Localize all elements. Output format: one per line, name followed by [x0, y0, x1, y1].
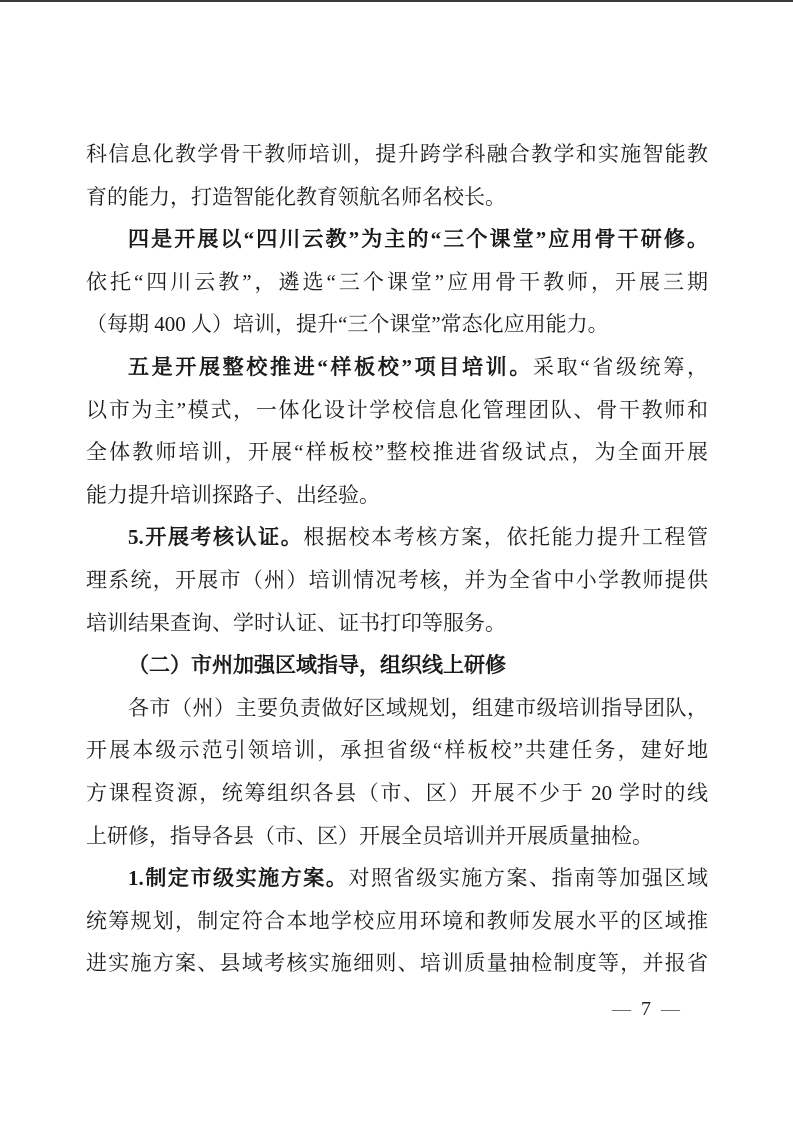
text-segment: 依托“四川云教”，遴选“三个课堂”应用骨干教师，开展三期	[86, 269, 708, 294]
text-line	[86, 857, 708, 900]
text-segment: 方课程资源，统筹组织各县（市、区）开展不少于 20 学时的线	[86, 780, 708, 805]
text-segment: （每期 400 人）培训，提升“三个课堂”常态化应用能力。	[86, 312, 609, 337]
text-segment: 进实施方案、县域考核实施细则、培训质量抽检制度等，并报省	[86, 951, 708, 976]
page-number: 7	[641, 998, 652, 1020]
scan-artifact-line	[0, 0, 793, 2]
bold-text-segment: 5.开展考核认证。	[128, 525, 304, 550]
text-line	[86, 602, 708, 645]
text-line	[86, 815, 708, 858]
text-segment: 对照省级实施方案、指南等加强区域	[348, 866, 708, 891]
page-footer	[612, 998, 681, 1021]
text-segment: 培训结果查询、学时认证、证书打印等服务。	[86, 610, 506, 635]
text-line	[86, 133, 708, 176]
text-line	[86, 218, 708, 261]
bold-text-segment: 四是开展以“四川云教”为主的“三个课堂”应用骨干研修。	[128, 227, 708, 252]
text-line	[86, 644, 708, 687]
text-segment: 采取“省级统筹，	[533, 354, 708, 379]
bold-text-segment: 1.制定市级实施方案。	[128, 866, 349, 891]
text-line	[86, 176, 708, 219]
text-segment: 全体教师培训，开展“样板校”整校推进省级试点，为全面开展	[86, 440, 708, 465]
bold-text-segment: （二）市州加强区域指导，组织线上研修	[128, 653, 506, 678]
text-line	[86, 303, 708, 346]
text-line	[86, 261, 708, 304]
text-segment: 各市（州）主要负责做好区域规划，组建市级培训指导团队，	[128, 695, 708, 720]
text-line	[86, 516, 708, 559]
text-segment: 根据校本考核方案，依托能力提升工程管	[303, 525, 708, 550]
text-line	[86, 687, 708, 730]
document-body	[86, 133, 708, 985]
footer-dash-right: —	[661, 999, 681, 1020]
text-line	[86, 431, 708, 474]
text-line	[86, 900, 708, 943]
text-segment: 以市为主”模式，一体化设计学校信息化管理团队、骨干教师和	[86, 397, 708, 422]
text-segment: 统筹规划，制定符合本地学校应用环境和教师发展水平的区域推	[86, 908, 708, 933]
text-segment: 科信息化教学骨干教师培训，提升跨学科融合教学和实施智能教	[86, 142, 708, 166]
text-line	[86, 772, 708, 815]
text-line	[86, 346, 708, 389]
text-line	[86, 729, 708, 772]
text-segment: 理系统，开展市（州）培训情况考核，并为全省中小学教师提供	[86, 567, 708, 592]
bold-text-segment: 五是开展整校推进“样板校”项目培训。	[128, 354, 534, 379]
text-segment: 能力提升培训探路子、出经验。	[86, 482, 380, 507]
text-line	[86, 474, 708, 517]
text-segment: 上研修，指导各县（市、区）开展全员培训并开展质量抽检。	[86, 823, 653, 848]
text-segment: 育的能力，打造智能化教育领航名师名校长。	[86, 184, 506, 209]
text-line	[86, 942, 708, 985]
text-segment: 开展本级示范引领培训，承担省级“样板校”共建任务，建好地	[86, 738, 708, 763]
footer-dash-left: —	[612, 999, 632, 1020]
text-line	[86, 389, 708, 432]
text-line	[86, 559, 708, 602]
